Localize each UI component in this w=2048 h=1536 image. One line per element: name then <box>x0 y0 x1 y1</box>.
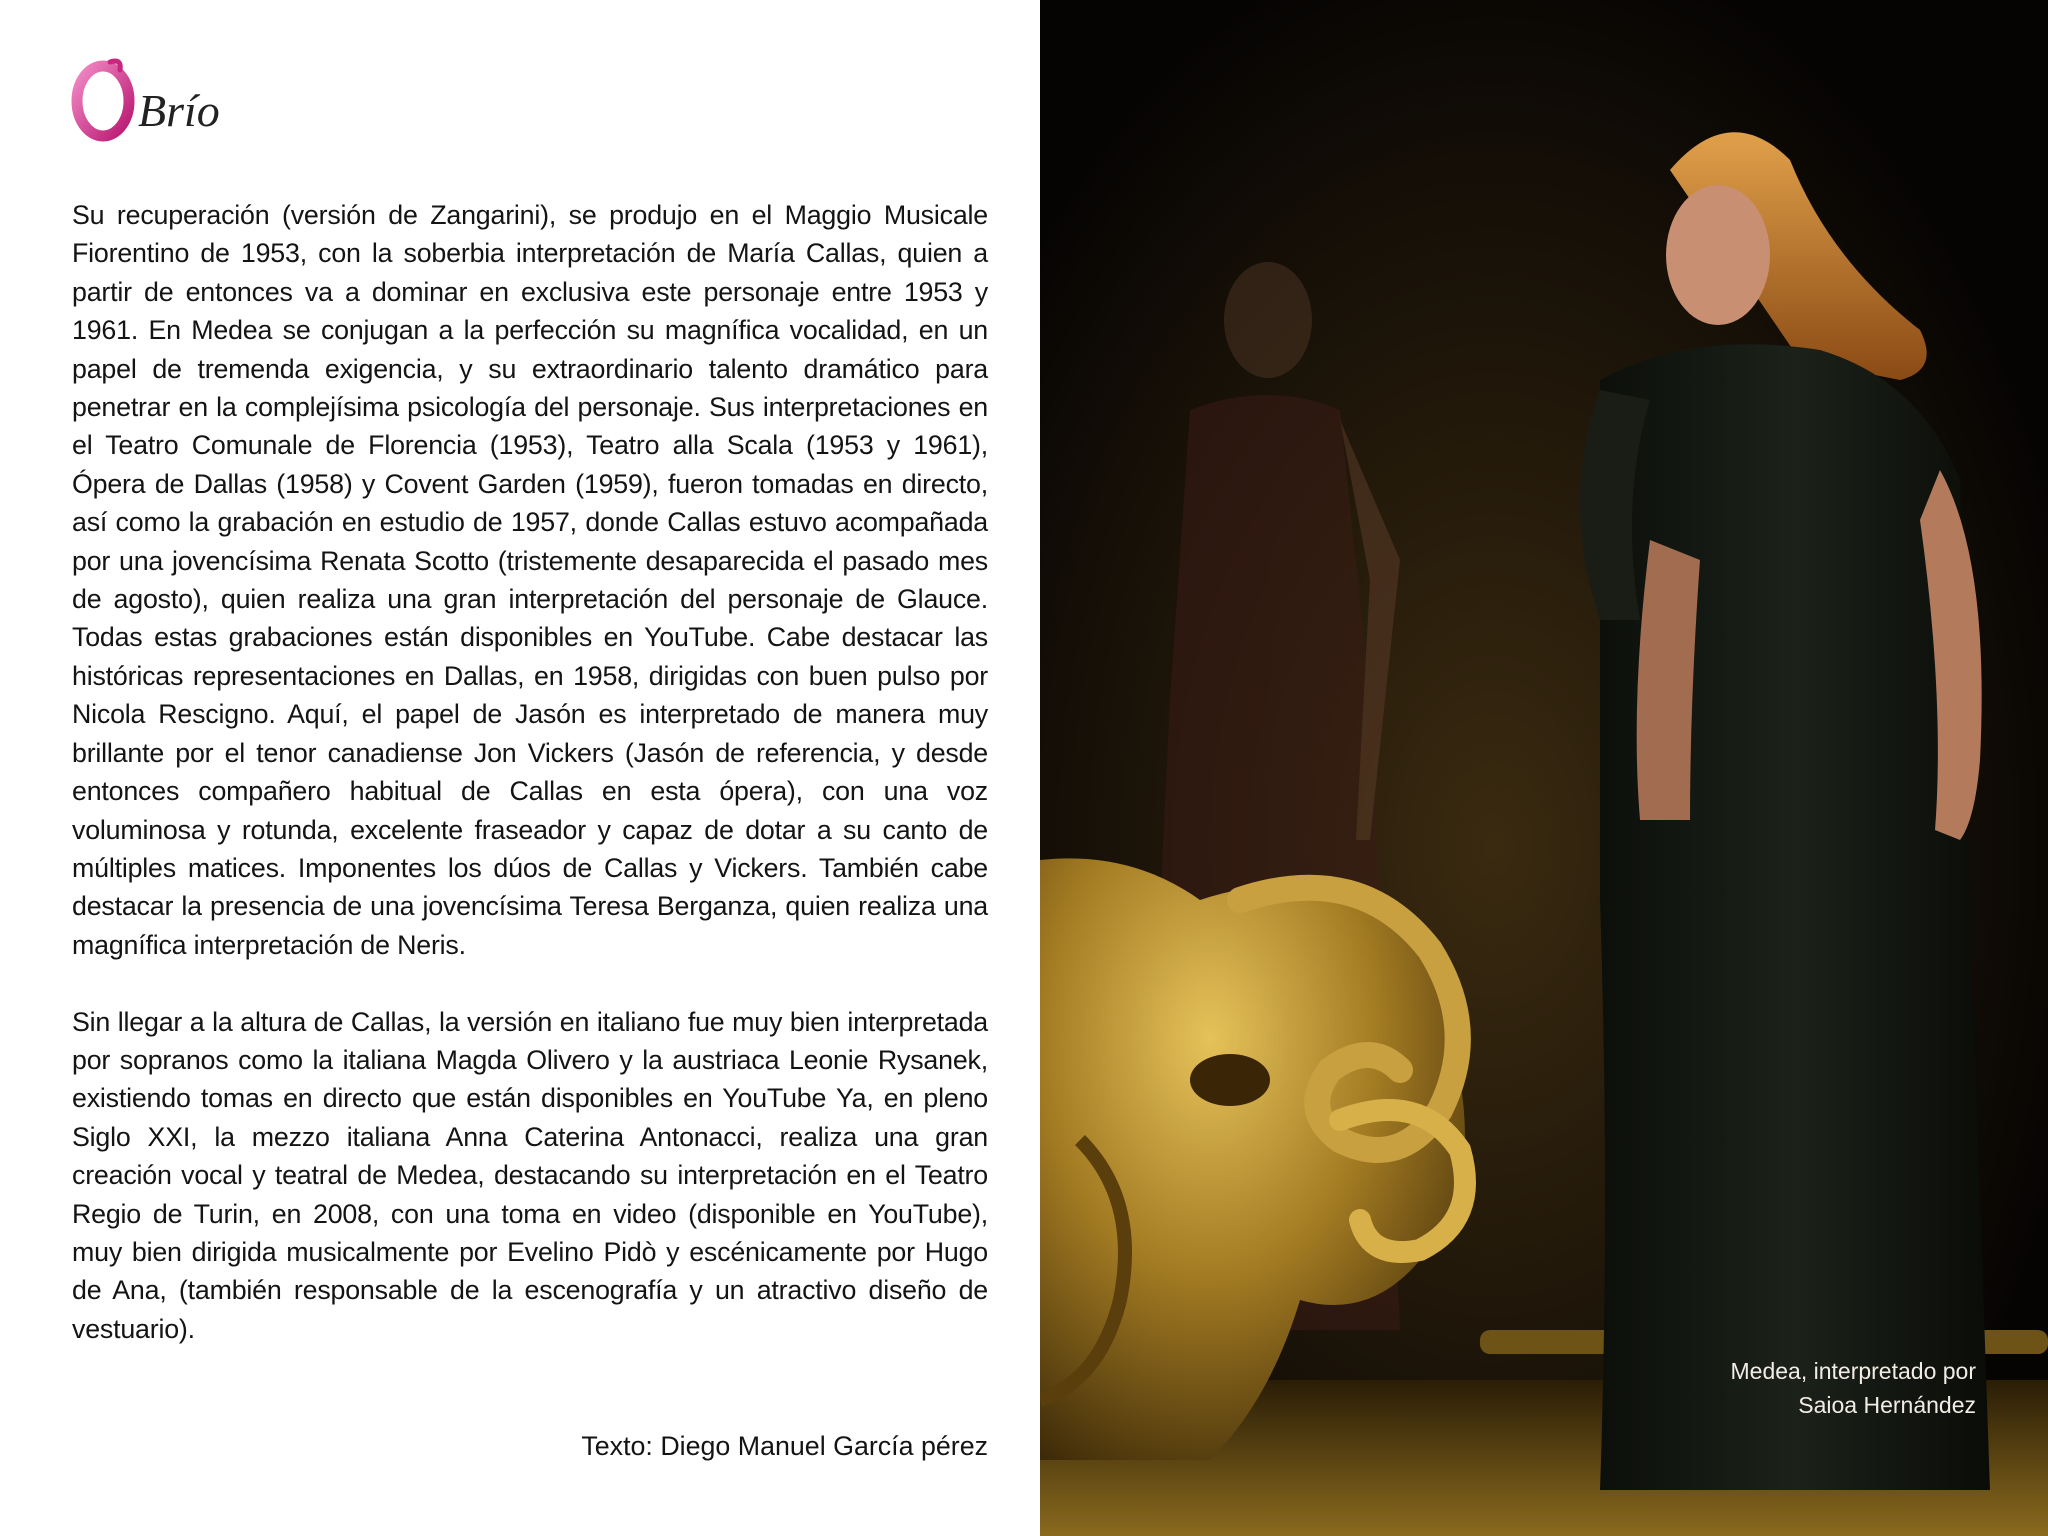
photo-caption <box>1616 1354 1976 1422</box>
stage-photo <box>1040 0 2048 1536</box>
caption-line-1: Medea, interpretado por <box>1730 1358 1976 1384</box>
brand-logo <box>70 56 240 146</box>
caption-line-2: Saioa Hernández <box>1798 1392 1976 1418</box>
article-paragraph-2: Sin llegar a la altura de Callas, la versión en italiano fue muy bien interpretada por sopranos como la italiana Magda Olivero y la austriaca Leonie Rysanek, existiendo tomas en directo que están disponibles en YouTube Ya, en pleno Siglo XXI, la mezzo italiana Anna Caterina Antonacci, realiza una gran creación vocal y teatral de Medea, destacando su interpretación en el Teatro Regio de Turin, en 2008, con una toma en video (disponible en YouTube), muy bien dirigida musicalmente por Evelino Pidò y escénicamente por Hugo de Ana, (también responsable de la escenografía y un atractivo diseño de vestuario). <box>72 1006 988 1344</box>
obrio-logo-icon <box>70 56 240 146</box>
text-credit: Texto: Diego Manuel García pérez <box>581 1431 988 1461</box>
article-body <box>72 196 988 1387</box>
svg-text:Brío: Brío <box>138 85 220 136</box>
stage-photo-illustration <box>1040 0 2048 1536</box>
article-paragraph-1: Su recuperación (versión de Zangarini), se produjo en el Maggio Musicale Fiorentino de 1953, con la soberbia interpretación de María Callas, quien a partir de entonces va a dominar en exclusiva este personaje entre 1953 y 1961. En Medea se conjugan a la perfección su magnífica vocalidad, en un papel de tremenda exigencia, y su extraordinario talento dramático para penetrar en la complejísima psicología del personaje. Sus interpretaciones en el Teatro Comunale de Florencia (1953), Teatro alla Scala (1953 y 1961), Ópera de Dallas (1958) y Covent Garden (1959), fueron tomadas en directo, así como la grabación en estudio de 1957, donde Callas estuvo acompañada por una jovencísima Renata Scotto (tristemente desaparecida el pasado mes de agosto), quien realiza una gran interpretación del personaje de Glauce. Todas estas grabaciones están disponibles en YouTube. Cabe destacar las históricas representaciones en Dallas, en 1958, dirigidas con buen pulso por Nicola Rescigno. Aquí, el papel de Jasón es interpretado de manera muy brillante por el tenor canadiense Jon Vickers (Jasón de referencia, y desde entonces compañero habitual de Callas en esta ópera), con una voz voluminosa y rotunda, excelente fraseador y capaz de dotar a su canto de múltiples matices. Imponentes los dúos de Callas y Vickers. También cabe destacar la presencia de una jovencísima Teresa Berganza, quien realiza una magnífica interpretación de Neris. <box>72 200 988 960</box>
